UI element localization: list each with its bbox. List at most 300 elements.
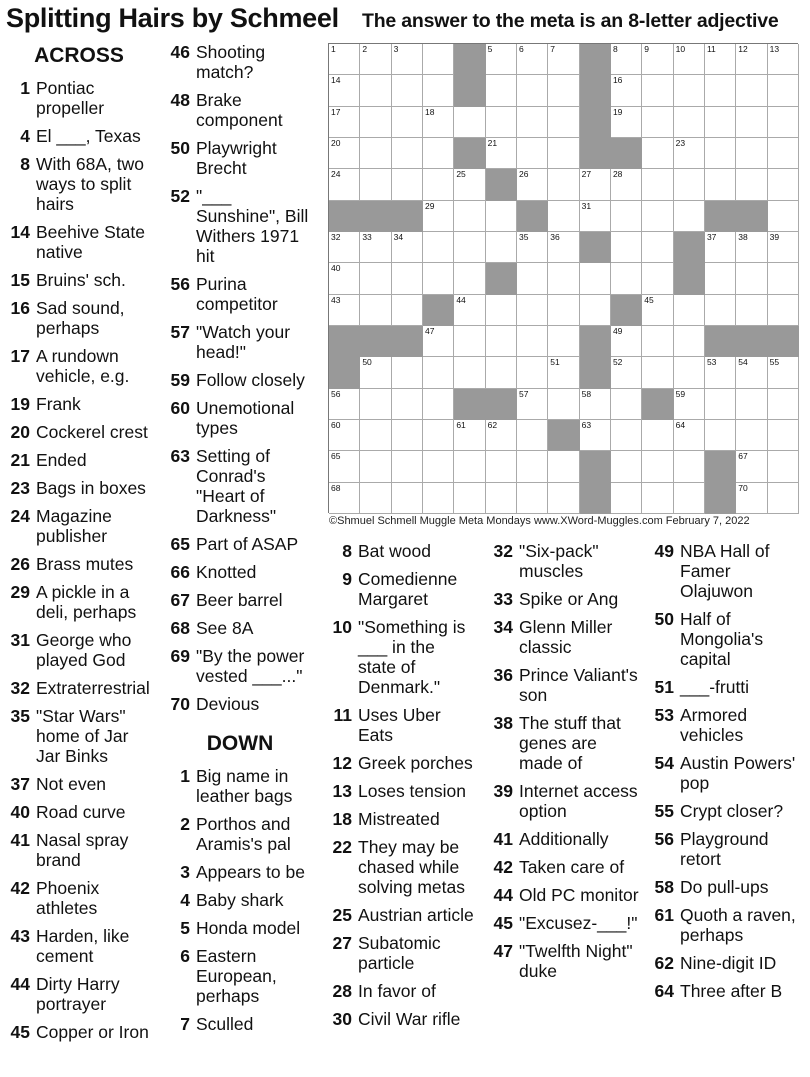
clue-item[interactable] bbox=[648, 541, 808, 601]
grid-cell[interactable] bbox=[360, 75, 391, 106]
grid-cell[interactable] bbox=[486, 420, 517, 451]
grid-cell[interactable] bbox=[611, 107, 642, 138]
grid-cell[interactable] bbox=[517, 389, 548, 420]
grid-cell[interactable] bbox=[329, 75, 360, 106]
grid-cell[interactable] bbox=[360, 420, 391, 451]
grid-cell[interactable] bbox=[736, 107, 767, 138]
grid-cell[interactable] bbox=[611, 201, 642, 232]
grid-cell[interactable] bbox=[674, 75, 705, 106]
grid-cell[interactable] bbox=[611, 420, 642, 451]
grid-cell[interactable] bbox=[611, 263, 642, 294]
clue-item[interactable] bbox=[4, 554, 154, 574]
clue-item[interactable] bbox=[164, 766, 316, 806]
grid-cell[interactable] bbox=[611, 326, 642, 357]
clue-item[interactable] bbox=[164, 534, 316, 554]
clue-item[interactable] bbox=[4, 222, 154, 262]
grid-cell[interactable] bbox=[423, 263, 454, 294]
grid-cell[interactable] bbox=[548, 201, 579, 232]
grid-cell[interactable] bbox=[454, 357, 485, 388]
grid-cell[interactable] bbox=[392, 420, 423, 451]
grid-cell[interactable] bbox=[548, 107, 579, 138]
clue-item[interactable] bbox=[4, 450, 154, 470]
grid-cell[interactable] bbox=[392, 451, 423, 482]
clue-item[interactable] bbox=[4, 802, 154, 822]
grid-cell[interactable] bbox=[423, 138, 454, 169]
cell-number: 40 bbox=[331, 263, 341, 274]
grid-cell[interactable] bbox=[486, 201, 517, 232]
grid-cell[interactable] bbox=[674, 295, 705, 326]
grid-cell[interactable] bbox=[548, 169, 579, 200]
clue-item[interactable] bbox=[4, 926, 154, 966]
grid-cell[interactable] bbox=[329, 263, 360, 294]
grid-cell[interactable] bbox=[329, 44, 360, 75]
grid-cell[interactable] bbox=[642, 107, 673, 138]
black-square bbox=[392, 326, 423, 357]
grid-cell[interactable] bbox=[548, 44, 579, 75]
grid-cell[interactable] bbox=[611, 483, 642, 514]
grid-cell[interactable] bbox=[454, 107, 485, 138]
grid-cell[interactable] bbox=[360, 295, 391, 326]
cell-number: 23 bbox=[675, 137, 686, 148]
grid-cell[interactable] bbox=[642, 75, 673, 106]
grid-cell[interactable] bbox=[642, 169, 673, 200]
grid-cell[interactable] bbox=[454, 483, 485, 514]
grid-cell[interactable] bbox=[768, 169, 799, 200]
clue-item[interactable] bbox=[648, 981, 808, 1001]
clue-number: 64 bbox=[654, 981, 674, 1001]
grid-cell[interactable] bbox=[736, 44, 767, 75]
grid-cell[interactable] bbox=[642, 451, 673, 482]
grid-cell[interactable] bbox=[392, 75, 423, 106]
clue-item[interactable] bbox=[487, 857, 639, 877]
grid-cell[interactable] bbox=[705, 169, 736, 200]
grid-cell[interactable] bbox=[548, 263, 579, 294]
grid-cell[interactable] bbox=[736, 357, 767, 388]
clue-item[interactable] bbox=[487, 829, 639, 849]
grid-cell[interactable] bbox=[674, 107, 705, 138]
grid-cell[interactable] bbox=[736, 138, 767, 169]
grid-cell[interactable] bbox=[329, 232, 360, 263]
clue-item[interactable] bbox=[164, 562, 316, 582]
clue-item[interactable] bbox=[164, 370, 316, 390]
down-header: DOWN bbox=[206, 732, 274, 755]
clue-text: Crypt closer? bbox=[680, 801, 784, 821]
clue-item[interactable] bbox=[648, 801, 808, 821]
grid-cell[interactable] bbox=[454, 201, 485, 232]
clue-item[interactable] bbox=[164, 322, 316, 362]
clue-item[interactable] bbox=[487, 885, 639, 905]
grid-cell[interactable] bbox=[642, 357, 673, 388]
grid-cell[interactable] bbox=[392, 138, 423, 169]
grid-cell[interactable] bbox=[360, 357, 391, 388]
clue-item[interactable] bbox=[164, 274, 316, 314]
grid-cell[interactable] bbox=[548, 232, 579, 263]
clue-item[interactable] bbox=[326, 753, 476, 773]
grid-cell[interactable] bbox=[517, 357, 548, 388]
grid-cell[interactable] bbox=[329, 169, 360, 200]
crossword-grid[interactable] bbox=[328, 43, 798, 513]
grid-cell[interactable] bbox=[768, 389, 799, 420]
clue-text: With 68A, two ways to split hairs bbox=[36, 154, 144, 214]
clue-number: 18 bbox=[332, 809, 352, 829]
clue-item[interactable] bbox=[648, 705, 808, 745]
grid-cell[interactable] bbox=[674, 357, 705, 388]
grid-cell[interactable] bbox=[454, 232, 485, 263]
grid-cell[interactable] bbox=[548, 357, 579, 388]
grid-cell[interactable] bbox=[705, 357, 736, 388]
clue-item[interactable] bbox=[164, 90, 316, 130]
grid-cell[interactable] bbox=[768, 420, 799, 451]
grid-cell[interactable] bbox=[705, 420, 736, 451]
grid-cell[interactable] bbox=[517, 107, 548, 138]
clue-item[interactable] bbox=[326, 569, 476, 609]
clue-item[interactable] bbox=[4, 126, 154, 146]
grid-cell[interactable] bbox=[517, 44, 548, 75]
clue-item[interactable] bbox=[487, 913, 639, 933]
grid-cell[interactable] bbox=[705, 107, 736, 138]
clue-text: Setting of Conrad's "Heart of Darkness" bbox=[196, 446, 277, 526]
clue-number: 13 bbox=[332, 781, 352, 801]
grid-cell[interactable] bbox=[517, 263, 548, 294]
grid-cell[interactable] bbox=[768, 75, 799, 106]
grid-cell[interactable] bbox=[548, 326, 579, 357]
grid-cell[interactable] bbox=[360, 232, 391, 263]
grid-cell[interactable] bbox=[642, 232, 673, 263]
grid-cell[interactable] bbox=[423, 326, 454, 357]
grid-cell[interactable] bbox=[517, 295, 548, 326]
grid-cell[interactable] bbox=[611, 389, 642, 420]
grid-cell[interactable] bbox=[611, 357, 642, 388]
clue-item[interactable] bbox=[164, 590, 316, 610]
grid-cell[interactable] bbox=[736, 75, 767, 106]
grid-cell[interactable] bbox=[768, 263, 799, 294]
clue-item[interactable] bbox=[4, 774, 154, 794]
grid-cell[interactable] bbox=[392, 232, 423, 263]
black-square bbox=[674, 263, 705, 294]
grid-cell[interactable] bbox=[642, 295, 673, 326]
grid-cell[interactable] bbox=[768, 295, 799, 326]
grid-cell[interactable] bbox=[517, 232, 548, 263]
clue-item[interactable] bbox=[487, 617, 639, 657]
grid-cell[interactable] bbox=[736, 263, 767, 294]
clue-text: Follow closely bbox=[196, 370, 305, 390]
grid-cell[interactable] bbox=[423, 420, 454, 451]
grid-cell[interactable] bbox=[611, 451, 642, 482]
grid-cell[interactable] bbox=[423, 389, 454, 420]
clue-item[interactable] bbox=[326, 781, 476, 801]
grid-cell[interactable] bbox=[392, 169, 423, 200]
grid-cell[interactable] bbox=[674, 451, 705, 482]
clue-item[interactable] bbox=[164, 138, 316, 178]
grid-cell[interactable] bbox=[423, 75, 454, 106]
clue-item[interactable] bbox=[4, 830, 154, 870]
grid-cell[interactable] bbox=[736, 451, 767, 482]
black-square bbox=[486, 389, 517, 420]
grid-cell[interactable] bbox=[329, 420, 360, 451]
grid-cell[interactable] bbox=[736, 295, 767, 326]
clue-item[interactable] bbox=[164, 1014, 316, 1034]
black-square bbox=[454, 389, 485, 420]
grid-cell[interactable] bbox=[454, 263, 485, 294]
grid-cell[interactable] bbox=[674, 138, 705, 169]
grid-cell[interactable] bbox=[736, 420, 767, 451]
grid-cell[interactable] bbox=[392, 357, 423, 388]
clue-item[interactable] bbox=[648, 677, 808, 697]
clue-item[interactable] bbox=[326, 617, 476, 697]
clue-item[interactable] bbox=[487, 713, 639, 773]
grid-cell[interactable] bbox=[329, 451, 360, 482]
grid-cell[interactable] bbox=[392, 107, 423, 138]
grid-cell[interactable] bbox=[360, 169, 391, 200]
grid-cell[interactable] bbox=[517, 483, 548, 514]
grid-cell[interactable] bbox=[423, 232, 454, 263]
clue-item[interactable] bbox=[326, 809, 476, 829]
grid-cell[interactable] bbox=[674, 420, 705, 451]
grid-cell[interactable] bbox=[548, 295, 579, 326]
black-square bbox=[423, 295, 454, 326]
clue-item[interactable] bbox=[4, 974, 154, 1014]
clue-item[interactable] bbox=[326, 933, 476, 973]
grid-cell[interactable] bbox=[642, 44, 673, 75]
grid-cell[interactable] bbox=[674, 326, 705, 357]
grid-cell[interactable] bbox=[454, 420, 485, 451]
clue-text: Devious bbox=[196, 694, 260, 714]
grid-cell[interactable] bbox=[736, 169, 767, 200]
grid-cell[interactable] bbox=[423, 201, 454, 232]
grid-cell[interactable] bbox=[768, 232, 799, 263]
clue-item[interactable] bbox=[4, 878, 154, 918]
clue-item[interactable] bbox=[164, 918, 316, 938]
clue-item[interactable] bbox=[4, 154, 154, 214]
clue-text: Big name in leather bags bbox=[196, 766, 293, 806]
clue-item[interactable] bbox=[326, 1009, 476, 1029]
clue-number: 11 bbox=[333, 705, 352, 725]
clue-item[interactable] bbox=[648, 953, 808, 973]
grid-cell[interactable] bbox=[454, 169, 485, 200]
grid-cell[interactable] bbox=[548, 75, 579, 106]
grid-cell[interactable] bbox=[580, 295, 611, 326]
grid-cell[interactable] bbox=[705, 263, 736, 294]
grid-cell[interactable] bbox=[768, 44, 799, 75]
cell-number: 20 bbox=[331, 137, 341, 148]
clue-text: Old PC monitor bbox=[519, 885, 639, 905]
grid-cell[interactable] bbox=[736, 389, 767, 420]
grid-cell[interactable] bbox=[674, 169, 705, 200]
grid-cell[interactable] bbox=[580, 389, 611, 420]
grid-cell[interactable] bbox=[360, 263, 391, 294]
clue-item[interactable] bbox=[4, 478, 154, 498]
clue-item[interactable] bbox=[164, 646, 316, 686]
clue-item[interactable] bbox=[4, 706, 154, 766]
grid-cell[interactable] bbox=[392, 263, 423, 294]
grid-cell[interactable] bbox=[423, 44, 454, 75]
grid-cell[interactable] bbox=[611, 75, 642, 106]
grid-cell[interactable] bbox=[580, 169, 611, 200]
grid-cell[interactable] bbox=[517, 451, 548, 482]
clue-item[interactable] bbox=[4, 270, 154, 290]
clue-item[interactable] bbox=[326, 981, 476, 1001]
grid-cell[interactable] bbox=[611, 44, 642, 75]
grid-cell[interactable] bbox=[580, 263, 611, 294]
grid-cell[interactable] bbox=[642, 420, 673, 451]
grid-cell[interactable] bbox=[486, 451, 517, 482]
grid-cell[interactable] bbox=[329, 138, 360, 169]
grid-cell[interactable] bbox=[611, 169, 642, 200]
clue-item[interactable] bbox=[4, 582, 154, 622]
grid-cell[interactable] bbox=[360, 107, 391, 138]
clue-item[interactable] bbox=[648, 877, 808, 897]
clue-item[interactable] bbox=[487, 589, 639, 609]
grid-cell[interactable] bbox=[392, 389, 423, 420]
grid-cell[interactable] bbox=[580, 420, 611, 451]
clue-item[interactable] bbox=[164, 398, 316, 438]
clue-item[interactable] bbox=[164, 862, 316, 882]
grid-cell[interactable] bbox=[611, 232, 642, 263]
grid-cell[interactable] bbox=[486, 138, 517, 169]
clue-item[interactable] bbox=[164, 694, 316, 714]
grid-cell[interactable] bbox=[705, 75, 736, 106]
clue-item[interactable] bbox=[164, 446, 316, 526]
clue-item[interactable] bbox=[487, 541, 639, 581]
clue-item[interactable] bbox=[326, 837, 476, 897]
grid-cell[interactable] bbox=[486, 483, 517, 514]
clue-item[interactable] bbox=[164, 890, 316, 910]
grid-cell[interactable] bbox=[423, 107, 454, 138]
grid-cell[interactable] bbox=[360, 138, 391, 169]
grid-cell[interactable] bbox=[705, 389, 736, 420]
cell-number: 39 bbox=[769, 231, 780, 242]
grid-cell[interactable] bbox=[642, 263, 673, 294]
grid-cell[interactable] bbox=[548, 483, 579, 514]
grid-cell[interactable] bbox=[705, 138, 736, 169]
grid-cell[interactable] bbox=[360, 451, 391, 482]
grid-cell[interactable] bbox=[360, 44, 391, 75]
clue-item[interactable] bbox=[4, 78, 154, 118]
grid-cell[interactable] bbox=[454, 295, 485, 326]
grid-cell[interactable] bbox=[736, 232, 767, 263]
grid-cell[interactable] bbox=[392, 483, 423, 514]
clue-item[interactable] bbox=[164, 618, 316, 638]
grid-cell[interactable] bbox=[517, 169, 548, 200]
clue-number: 5 bbox=[180, 918, 190, 938]
grid-cell[interactable] bbox=[423, 483, 454, 514]
grid-cell[interactable] bbox=[705, 295, 736, 326]
grid-cell[interactable] bbox=[768, 483, 799, 514]
grid-cell[interactable] bbox=[329, 389, 360, 420]
clue-item[interactable] bbox=[164, 42, 316, 82]
grid-cell[interactable] bbox=[642, 201, 673, 232]
grid-cell[interactable] bbox=[329, 107, 360, 138]
grid-cell[interactable] bbox=[548, 138, 579, 169]
grid-cell[interactable] bbox=[768, 357, 799, 388]
clue-item[interactable] bbox=[326, 705, 476, 745]
clue-number: 4 bbox=[180, 890, 190, 910]
grid-cell[interactable] bbox=[486, 357, 517, 388]
clue-item[interactable] bbox=[487, 665, 639, 705]
grid-cell[interactable] bbox=[548, 451, 579, 482]
grid-cell[interactable] bbox=[486, 326, 517, 357]
grid-cell[interactable] bbox=[517, 75, 548, 106]
clue-item[interactable] bbox=[648, 753, 808, 793]
clue-item[interactable] bbox=[648, 905, 808, 945]
clue-number: 27 bbox=[332, 933, 352, 953]
grid-cell[interactable] bbox=[454, 326, 485, 357]
clue-number: 16 bbox=[10, 298, 30, 318]
clue-number: 68 bbox=[170, 618, 190, 638]
clue-item[interactable] bbox=[164, 946, 316, 1006]
clue-item[interactable] bbox=[4, 346, 154, 386]
clue-number: 40 bbox=[10, 802, 30, 822]
clue-item[interactable] bbox=[4, 394, 154, 414]
cell-number: 16 bbox=[612, 75, 623, 86]
grid-cell[interactable] bbox=[423, 451, 454, 482]
grid-cell[interactable] bbox=[329, 483, 360, 514]
clue-number: 1 bbox=[20, 78, 30, 98]
grid-cell[interactable] bbox=[360, 389, 391, 420]
clue-number: 35 bbox=[10, 706, 30, 726]
grid-cell[interactable] bbox=[423, 169, 454, 200]
clue-item[interactable] bbox=[326, 905, 476, 925]
clue-item[interactable] bbox=[487, 941, 639, 981]
grid-cell[interactable] bbox=[768, 451, 799, 482]
grid-cell[interactable] bbox=[454, 451, 485, 482]
grid-cell[interactable] bbox=[392, 295, 423, 326]
clue-item[interactable] bbox=[648, 609, 808, 669]
clue-text: Quoth a raven, perhaps bbox=[680, 905, 796, 945]
grid-cell[interactable] bbox=[548, 389, 579, 420]
grid-cell[interactable] bbox=[580, 201, 611, 232]
grid-cell[interactable] bbox=[486, 44, 517, 75]
grid-cell[interactable] bbox=[517, 326, 548, 357]
clue-item[interactable] bbox=[326, 541, 476, 561]
grid-cell[interactable] bbox=[360, 483, 391, 514]
grid-cell[interactable] bbox=[768, 138, 799, 169]
grid-cell[interactable] bbox=[674, 483, 705, 514]
grid-cell[interactable] bbox=[486, 75, 517, 106]
grid-cell[interactable] bbox=[674, 389, 705, 420]
grid-cell[interactable] bbox=[642, 326, 673, 357]
grid-cell[interactable] bbox=[642, 483, 673, 514]
grid-cell[interactable] bbox=[768, 201, 799, 232]
clue-item[interactable] bbox=[487, 781, 639, 821]
clue-item[interactable] bbox=[648, 829, 808, 869]
clue-item[interactable] bbox=[4, 1022, 154, 1042]
clue-item[interactable] bbox=[4, 678, 154, 698]
grid-cell[interactable] bbox=[642, 138, 673, 169]
grid-cell[interactable] bbox=[486, 232, 517, 263]
clue-item[interactable] bbox=[164, 814, 316, 854]
clue-item[interactable] bbox=[4, 422, 154, 442]
grid-cell[interactable] bbox=[705, 44, 736, 75]
grid-cell[interactable] bbox=[705, 232, 736, 263]
clue-item[interactable] bbox=[4, 506, 154, 546]
grid-cell[interactable] bbox=[768, 107, 799, 138]
grid-cell[interactable] bbox=[517, 138, 548, 169]
grid-cell[interactable] bbox=[736, 483, 767, 514]
grid-cell[interactable] bbox=[486, 107, 517, 138]
clue-item[interactable] bbox=[164, 186, 316, 266]
grid-cell[interactable] bbox=[674, 201, 705, 232]
grid-cell[interactable] bbox=[674, 44, 705, 75]
clue-item[interactable] bbox=[4, 298, 154, 338]
grid-cell[interactable] bbox=[486, 295, 517, 326]
grid-cell[interactable] bbox=[329, 295, 360, 326]
clue-text: Beehive State native bbox=[36, 222, 145, 262]
grid-cell[interactable] bbox=[517, 420, 548, 451]
grid-cell[interactable] bbox=[392, 44, 423, 75]
grid-cell[interactable] bbox=[423, 357, 454, 388]
clue-item[interactable] bbox=[4, 630, 154, 670]
